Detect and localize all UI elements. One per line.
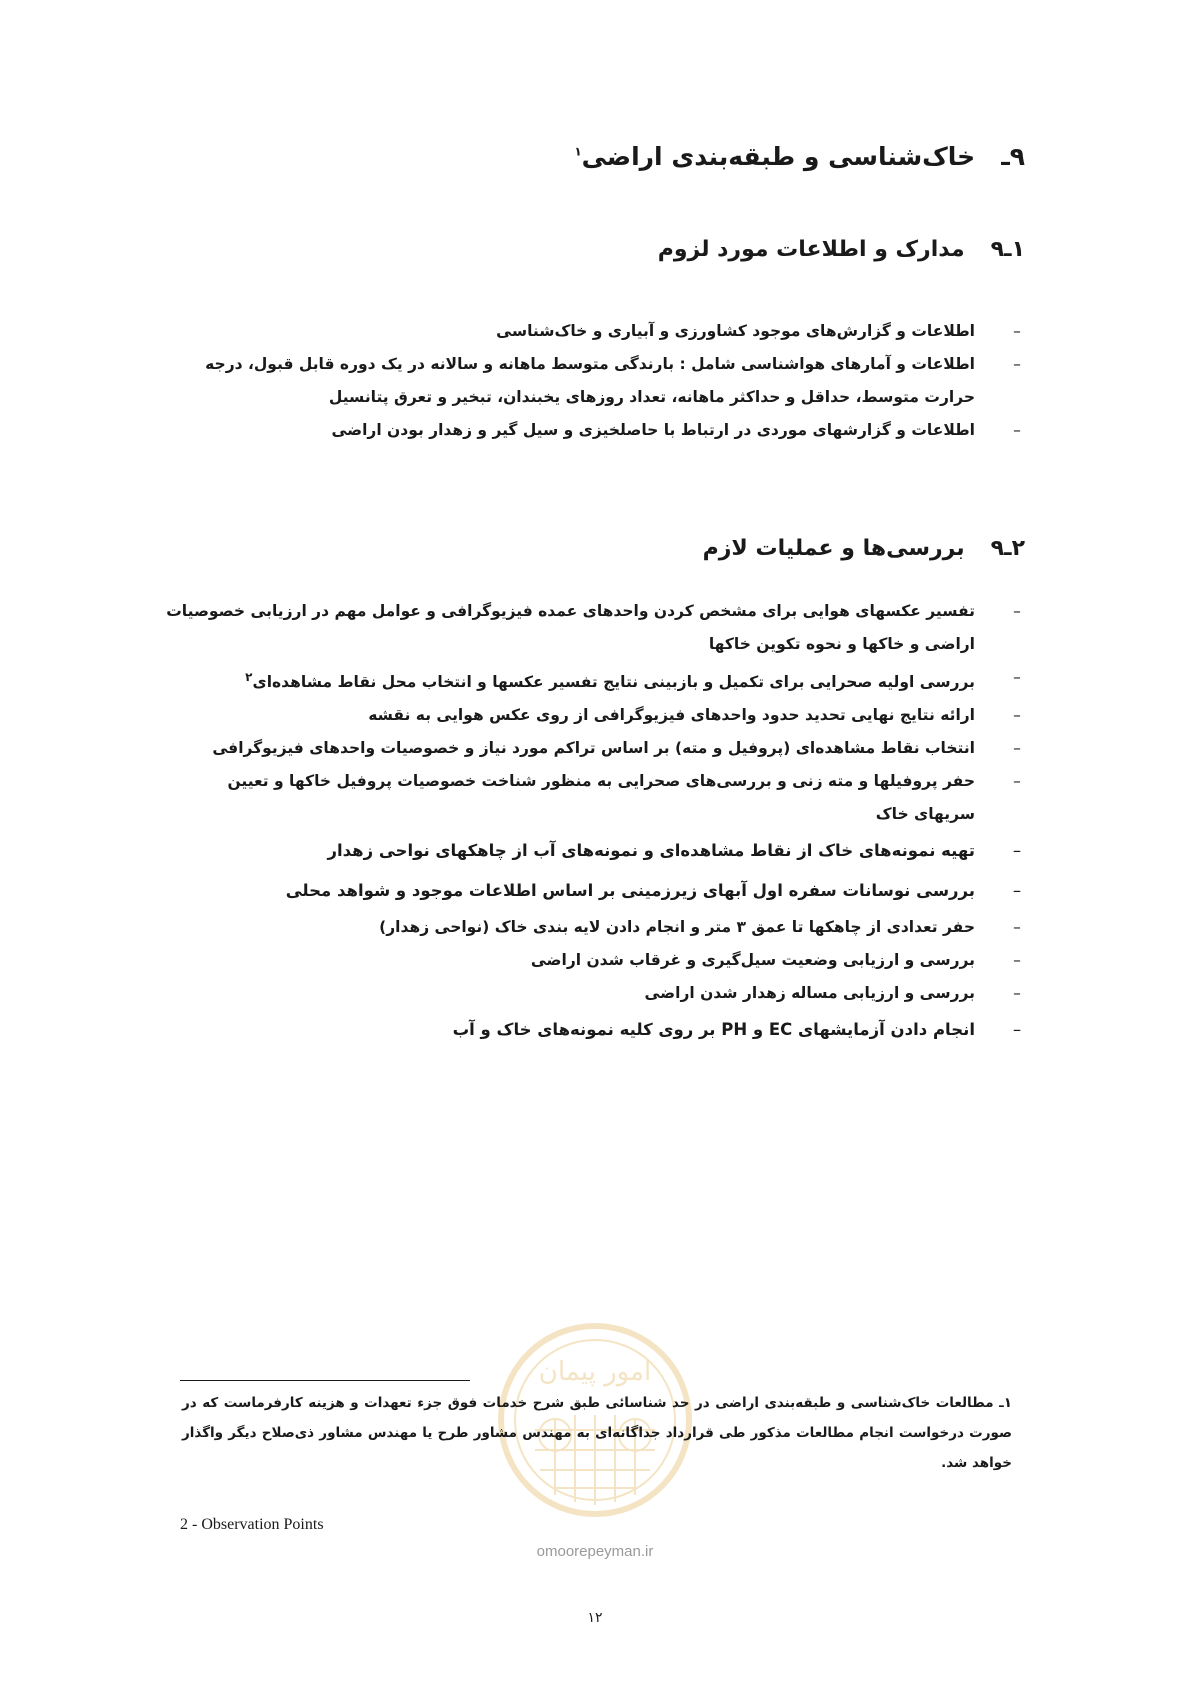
list-item: – تفسیر عکسهای هوایی برای مشخص کردن واحدهای عمده فیزیوگرافی و عوامل مهم در ارزیابی خصوصیات اراضی و خاکها و نحوه تکوین خاکها bbox=[165, 595, 1025, 661]
subsection-heading-1 bbox=[658, 237, 1025, 262]
dash-bullet bbox=[1009, 315, 1025, 348]
footnote-2: 2 - Observation Points bbox=[180, 1516, 324, 1533]
section-title: خاک‌شناسی و طبقه‌بندی اراضی bbox=[581, 142, 976, 171]
dash-bullet bbox=[1009, 595, 1025, 628]
list-item: – اطلاعات و گزارشهای موردی در ارتباط با حاصلخیزی و سیل گیر و زهدار بودن اراضی bbox=[165, 414, 1025, 447]
watermark-site: omoorepeyman.ir bbox=[536, 1543, 654, 1560]
footnote-1: ۱ـ مطالعات خاک‌شناسی و طبقه‌بندی اراضی در حد شناسائی طبق شرح خدمات فوق جزء تعهدات و هزینه کارفرماست که در صورت درخواست انجام مطالعات مذکور طی قرارداد جداگانه‌ای به مهندس مشاور طرح یا مهندس مشاور ذی‌صلاح دیگر واگذار خواهد شد. bbox=[182, 1395, 1012, 1471]
subsection-number: ۱ـ۹ bbox=[990, 237, 1025, 262]
dash-bullet bbox=[1009, 831, 1025, 871]
dash-bullet bbox=[1009, 732, 1025, 765]
dash-bullet bbox=[1009, 944, 1025, 977]
list-item: – بررسی نوسانات سفره اول آبهای زیرزمینی بر اساس اطلاعات موجود و شواهد محلی bbox=[165, 871, 1025, 911]
dash-bullet bbox=[1009, 699, 1025, 732]
list-item: – انتخاب نقاط مشاهده‌ای (پروفیل و مته) بر اساس تراکم مورد نیاز و خصوصیات واحدهای فیزیوگرافی bbox=[165, 732, 1025, 765]
section-heading bbox=[574, 142, 1025, 171]
documents-list bbox=[165, 315, 1025, 447]
subsection-number: ۲ـ۹ bbox=[990, 536, 1025, 561]
footnote-divider bbox=[180, 1380, 470, 1381]
list-item: – بررسی اولیه صحرایی برای تکمیل و بازبینی نتایج تفسیر عکسها و انتخاب محل نقاط مشاهده‌ای$^۲$ bbox=[165, 661, 1025, 699]
list-item: – ارائه نتایج نهایی تحدید حدود واحدهای فیزیوگرافی از روی عکس هوایی به نقشه bbox=[165, 699, 1025, 732]
list-item: – حفر پروفیلها و مته زنی و بررسی‌های صحرایی به منظور شناخت خصوصیات پروفیل خاکها و تعیین سریهای خاک bbox=[165, 765, 1025, 831]
list-item: – تهیه نمونه‌های خاک از نقاط مشاهده‌ای و نمونه‌های آب از چاهکهای نواحی زهدار bbox=[165, 831, 1025, 871]
page-number: ۱۲ bbox=[587, 1610, 603, 1626]
dash-bullet bbox=[1009, 977, 1025, 1010]
list-item: – انجام دادن آزمایشهای EC و PH بر روی کلیه نمونه‌های خاک و آب bbox=[165, 1010, 1025, 1050]
dash-bullet bbox=[1009, 661, 1025, 694]
dash-bullet bbox=[1009, 414, 1025, 447]
subsection-heading-2 bbox=[703, 536, 1025, 561]
watermark-logo-text: امور پیمان bbox=[538, 1357, 652, 1387]
dash-bullet bbox=[1009, 911, 1025, 944]
operations-list bbox=[165, 595, 1025, 1050]
list-item: – اطلاعات و گزارش‌های موجود کشاورزی و آبیاری و خاک‌شناسی bbox=[165, 315, 1025, 348]
list-item: – اطلاعات و آمارهای هواشناسی شامل : بارندگی متوسط ماهانه و سالانه در یک دوره قابل قبول، درجه حرارت متوسط، حداقل و حداکثر ماهانه، تعداد روزهای یخبندان، تبخیر و تعرق پتانسیل bbox=[165, 348, 1025, 414]
dash-bullet bbox=[1009, 765, 1025, 798]
subsection-title: مدارک و اطلاعات مورد لزوم bbox=[657, 237, 965, 262]
section-number: ۹ـ bbox=[1001, 142, 1025, 171]
subsection-title: بررسی‌ها و عملیات لازم bbox=[702, 536, 965, 561]
dash-bullet bbox=[1009, 871, 1025, 911]
list-item: – بررسی و ارزیابی مساله زهدار شدن اراضی bbox=[165, 977, 1025, 1010]
list-item: – بررسی و ارزیابی وضعیت سیل‌گیری و غرقاب شدن اراضی bbox=[165, 944, 1025, 977]
footnote-ref-2: ۲ bbox=[245, 670, 253, 684]
dash-bullet bbox=[1009, 1010, 1025, 1050]
list-item: – حفر تعدادی از چاهکها تا عمق ۳ متر و انجام دادن لایه بندی خاک (نواحی زهدار) bbox=[165, 911, 1025, 944]
dash-bullet bbox=[1009, 348, 1025, 381]
footnote-ref-1: ۱ bbox=[574, 144, 582, 159]
